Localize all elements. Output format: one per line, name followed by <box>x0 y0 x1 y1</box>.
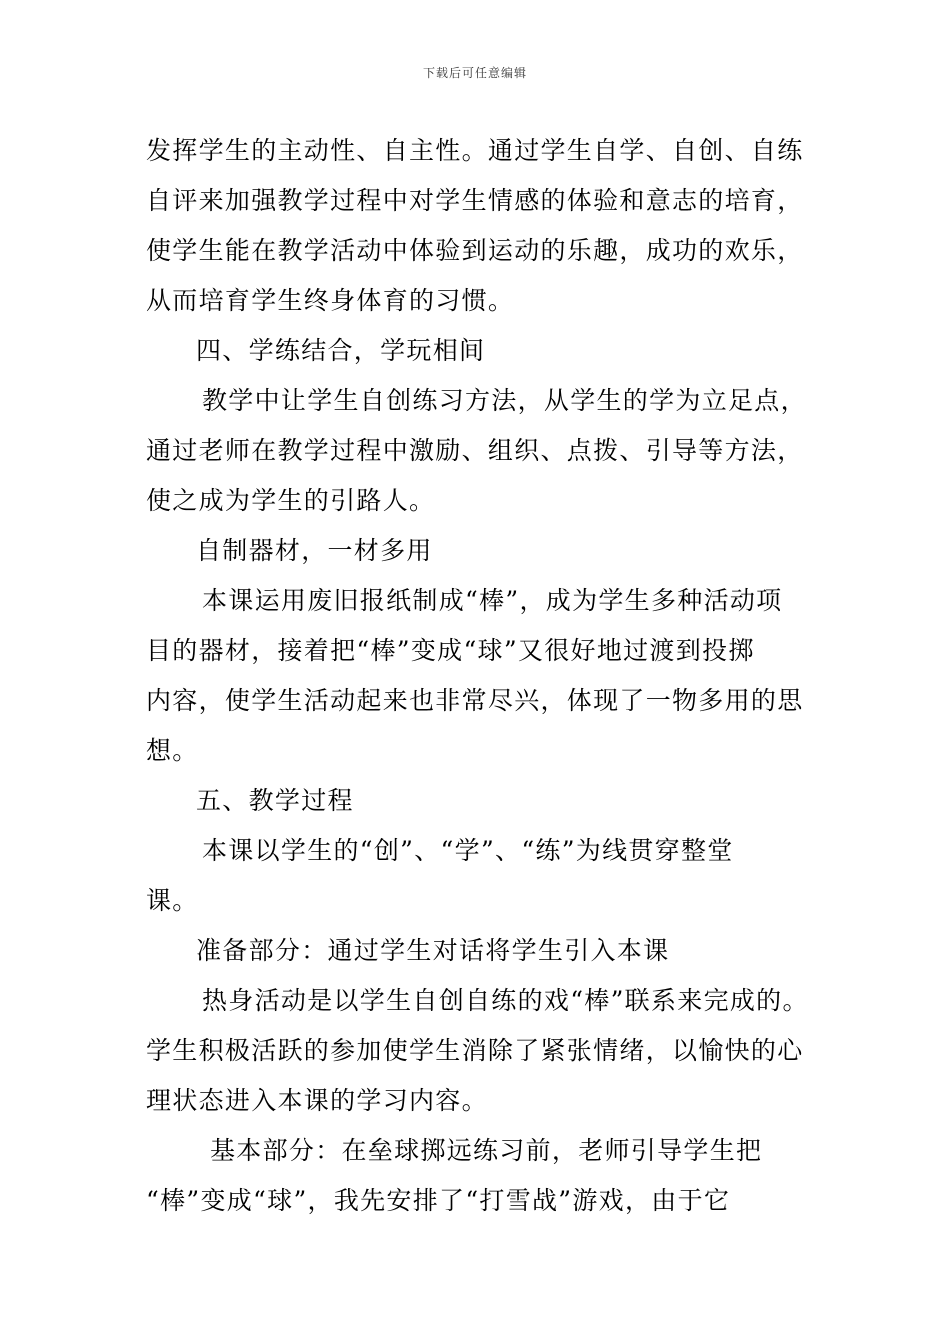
paragraph-line: 基本部分：在垒球掷远练习前，老师引导学生把 <box>210 1136 763 1165</box>
paragraph-line: 通过老师在教学过程中激励、组织、点拨、引导等方法， <box>146 436 804 465</box>
section-heading: 准备部分：通过学生对话将学生引入本课 <box>196 936 670 965</box>
paragraph-line: 目的器材，接着把“棒”变成“球”又很好地过渡到投掷 <box>146 636 755 665</box>
paragraph-line: 教学中让学生自创练习方法，从学生的学为立足点， <box>202 386 807 415</box>
page-header: 下载后可任意编辑 <box>422 66 527 80</box>
paragraph-line: 课。 <box>146 886 199 915</box>
paragraph-line: 本课运用废旧报纸制成“棒”，成为学生多种活动项 <box>202 586 783 615</box>
paragraph-line: 热身活动是以学生自创自练的戏“棒”联系来完成的。 <box>202 986 809 1015</box>
paragraph-line: 本课以学生的“创”、“学”、“练”为线贯穿整堂 <box>202 836 734 865</box>
section-heading: 自制器材，一材多用 <box>196 536 433 565</box>
paragraph-line: 理状态进入本课的学习内容。 <box>146 1086 488 1115</box>
document-body <box>146 126 836 1226</box>
paragraph-line: 从而培育学生终身体育的习惯。 <box>146 286 515 315</box>
paragraph-line: 使之成为学生的引路人。 <box>146 486 436 515</box>
paragraph-line: 自评来加强教学过程中对学生情感的体验和意志的培育， <box>146 186 804 215</box>
paragraph-line: 使学生能在教学活动中体验到运动的乐趣，成功的欢乐， <box>146 236 804 265</box>
paragraph-line: 内容，使学生活动起来也非常尽兴，体现了一物多用的思 <box>146 686 804 715</box>
paragraph-line: “棒”变成“球”，我先安排了“打雪战”游戏，由于它 <box>146 1186 731 1215</box>
paragraph-line: 发挥学生的主动性、自主性。通过学生自学、自创、自练 <box>146 136 804 165</box>
section-heading: 四、学练结合，学玩相间 <box>196 336 486 365</box>
paragraph-line: 想。 <box>146 736 199 765</box>
section-heading: 五、教学过程 <box>196 786 354 815</box>
paragraph-line: 学生积极活跃的参加使学生消除了紧张情绪，以愉快的心 <box>146 1036 804 1065</box>
